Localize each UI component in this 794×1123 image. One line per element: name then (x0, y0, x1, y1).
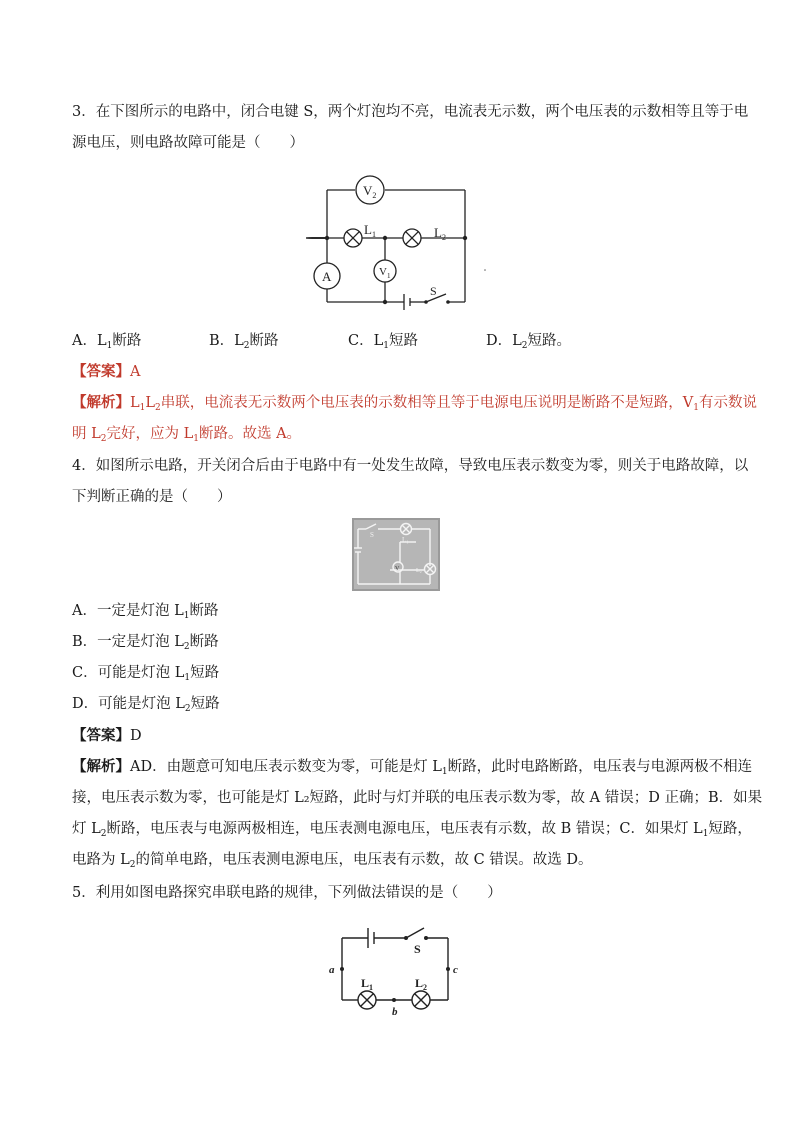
q4-option-d: D．可能是灯泡 $L_2$短路 (72, 696, 220, 714)
svg-text:V: V (395, 566, 400, 572)
svg-text:L₂: L₂ (416, 568, 422, 574)
q4-option-b: B．一定是灯泡 $L_2$断路 (72, 634, 219, 652)
svg-text:b: b (392, 1006, 398, 1018)
q3-answer: 【答案】A (72, 363, 141, 380)
svg-text:S: S (430, 284, 437, 298)
svg-text:L1: $L_1$ (364, 222, 376, 239)
q4-analysis-line2: 接，电压表示数为零，也可能是灯 L₂短路，此时与灯并联的电压表示数为零，故 A 错误；D 正确；B．如果 (72, 790, 763, 806)
q4-option-c: C．可能是灯泡 $L_1$短路 (72, 665, 220, 683)
q4-circuit-photo (352, 518, 440, 591)
q4-analysis-line1: 【解析】AD．由题意可知电压表示数变为零，可能是灯 $L_1$断路，此时电路断路，电压表与电源两极不相连 (72, 758, 753, 777)
svg-text:L2: $L_2$ (434, 225, 446, 242)
q4-answer: 【答案】D (72, 727, 142, 744)
q3-option-c: C．$L_1$短路 (348, 333, 418, 351)
svg-text:A: A (322, 269, 332, 284)
q4-option-a: A．一定是灯泡 $L_1$断路 (72, 603, 219, 621)
q3-analysis-line1: 【解析】$L_1L_2$串联，电流表无示数两个电压表的示数相等且等于电源电压说明是断路不是短路，$V_1$有示数说 (72, 394, 757, 413)
svg-text:L2: $L_2$ (415, 976, 428, 992)
svg-text:c: c (453, 964, 458, 976)
q3-option-d: D．$L_2$短路。 (486, 333, 571, 351)
svg-text:S: S (414, 942, 421, 956)
q3-option-b: B．$L_2$断路 (209, 333, 279, 351)
svg-text:L1: $L_1$ (361, 976, 374, 992)
q3-fig-v2-label: $V_2$ (363, 183, 377, 200)
q4-stem-line2: 下判断正确的是（ ） (72, 489, 232, 505)
q3-circuit-diagram (300, 168, 500, 313)
q5-circuit-diagram (326, 920, 466, 1020)
q3-option-a: A．$L_1$断路 (72, 333, 142, 351)
svg-text:L₁: L₁ (402, 536, 409, 544)
svg-text:V1: $V_1$ (379, 266, 391, 280)
svg-text:S: S (370, 531, 374, 539)
q3-stem-line1: 3．在下图所示的电路中，闭合电键 S，两个灯泡均不亮，电流表无示数，两个电压表的示数相等且等于电 (72, 104, 749, 120)
svg-text:a: a (329, 964, 335, 976)
q3-analysis-line2: 明 $L_2$完好，应为 $L_1$断路。故选 A。 (72, 426, 302, 444)
q5-stem-line1: 5．利用如图电路探究串联电路的规律，下列做法错误的是（ ） (72, 885, 502, 901)
q4-stem-line1: 4．如图所示电路，开关闭合后由于电路中有一处发生故障，导致电压表示数变为零，则关于电路故障，以 (72, 458, 749, 474)
q3-stem-line2: 源电压，则电路故障可能是（ ） (72, 135, 304, 151)
q4-analysis-line4: 电路为 $L_2$的简单电路，电压表测电源电压，电压表有示数，故 C 错误。故选 D。 (72, 852, 593, 870)
q4-analysis-line3: 灯 $L_2$断路，电压表与电源两极相连，电压表测电源电压，电压表有示数，故 B 错误；C．如果灯 $L_1$短路， (72, 821, 752, 839)
